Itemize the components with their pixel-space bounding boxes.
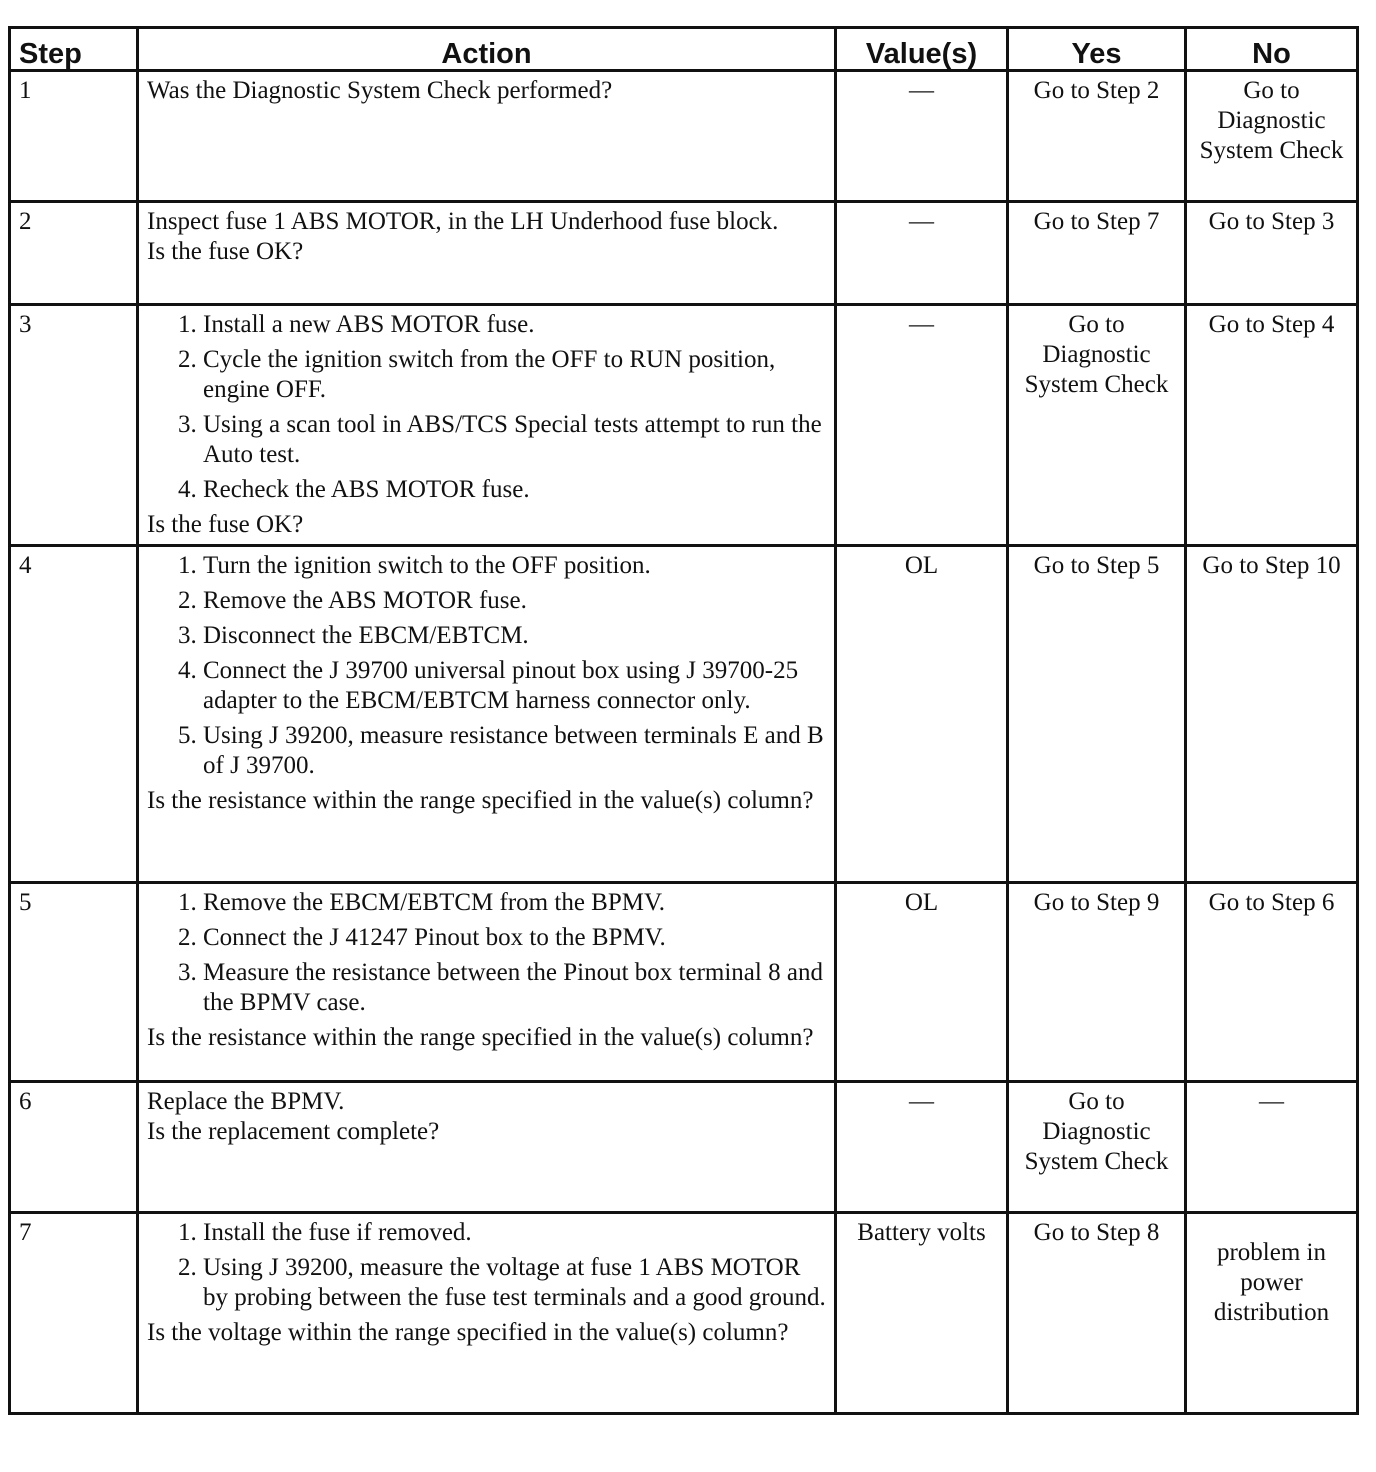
action-text: Was the Diagnostic System Check performed? xyxy=(147,77,613,104)
action-question: Is the fuse OK? xyxy=(147,511,304,538)
list-item: 2. Remove the ABS MOTOR fuse. xyxy=(203,586,826,616)
header-action: Action xyxy=(138,28,836,71)
step-number: 5 xyxy=(10,883,138,1082)
step-number: 2 xyxy=(10,202,138,305)
list-item: 1. Remove the EBCM/EBTCM from the BPMV. xyxy=(203,888,826,918)
action-cell xyxy=(138,546,836,883)
no-cell xyxy=(1186,1213,1358,1414)
yes-cell: Go to Diagnostic System Check xyxy=(1008,305,1186,546)
no-cell: Go to Step 6 xyxy=(1186,883,1358,1082)
header-no: No xyxy=(1186,28,1358,71)
table-row xyxy=(10,305,1358,546)
list-item: 4. Recheck the ABS MOTOR fuse. xyxy=(203,475,826,505)
value-cell: — xyxy=(836,71,1008,202)
table-row xyxy=(10,1213,1358,1414)
action-question: Is the resistance within the range specified in the value(s) column? xyxy=(147,1024,814,1051)
yes-cell: Go to Step 8 xyxy=(1008,1213,1186,1414)
list-item: 3. Disconnect the EBCM/EBTCM. xyxy=(203,621,826,651)
list-item: 4. Connect the J 39700 universal pinout box using J 39700-25 adapter to the EBCM/EBTCM harness connector only. xyxy=(203,656,826,716)
table-row xyxy=(10,546,1358,883)
step-number: 1 xyxy=(10,71,138,202)
list-item: 5. Using J 39200, measure resistance between terminals E and B of J 39700. xyxy=(203,721,826,781)
value-cell: OL xyxy=(836,883,1008,1082)
action-cell xyxy=(138,71,836,202)
table-row xyxy=(10,71,1358,202)
header-yes: Yes xyxy=(1008,28,1186,71)
action-question: Is the fuse OK? xyxy=(147,238,304,265)
no-cell: — xyxy=(1186,1082,1358,1213)
action-cell xyxy=(138,1082,836,1213)
no-cell: Go to Step 4 xyxy=(1186,305,1358,546)
no-cell: Go to Step 3 xyxy=(1186,202,1358,305)
value-cell: — xyxy=(836,305,1008,546)
list-item: 2. Connect the J 41247 Pinout box to the BPMV. xyxy=(203,923,826,953)
list-item: 2. Using J 39200, measure the voltage at fuse 1 ABS MOTOR by probing between the fuse test terminals and a good ground. xyxy=(203,1253,826,1313)
list-item: 1. Install the fuse if removed. xyxy=(203,1218,826,1248)
no-cell: Go to Diagnostic System Check xyxy=(1186,71,1358,202)
table-row xyxy=(10,202,1358,305)
action-cell xyxy=(138,883,836,1082)
action-cell xyxy=(138,305,836,546)
action-cell xyxy=(138,1213,836,1414)
action-question: Is the resistance within the range specified in the value(s) column? xyxy=(147,787,814,814)
step-number: 3 xyxy=(10,305,138,546)
value-cell: OL xyxy=(836,546,1008,883)
yes-cell: Go to Step 9 xyxy=(1008,883,1186,1082)
yes-cell: Go to Step 7 xyxy=(1008,202,1186,305)
action-text: Replace the BPMV. xyxy=(147,1088,345,1115)
list-item: 2. Cycle the ignition switch from the OFF to RUN position, engine OFF. xyxy=(203,345,826,405)
step-number: 6 xyxy=(10,1082,138,1213)
table-header-row xyxy=(10,28,1358,71)
action-question: Is the replacement complete? xyxy=(147,1118,440,1145)
yes-cell: Go to Step 5 xyxy=(1008,546,1186,883)
value-cell: Battery volts xyxy=(836,1213,1008,1414)
value-cell: — xyxy=(836,202,1008,305)
step-number: 4 xyxy=(10,546,138,883)
list-item: 3. Measure the resistance between the Pinout box terminal 8 and the BPMV case. xyxy=(203,958,826,1018)
header-step: Step xyxy=(10,28,138,71)
action-cell xyxy=(138,202,836,305)
action-question: Is the voltage within the range specified in the value(s) column? xyxy=(147,1319,789,1346)
yes-cell: Go to Diagnostic System Check xyxy=(1008,1082,1186,1213)
action-steps-list xyxy=(147,310,826,505)
action-text: Inspect fuse 1 ABS MOTOR, in the LH Underhood fuse block. xyxy=(147,208,779,235)
list-item: 3. Using a scan tool in ABS/TCS Special tests attempt to run the Auto test. xyxy=(203,410,826,470)
diagnostic-table xyxy=(8,26,1359,1415)
step-number: 7 xyxy=(10,1213,138,1414)
no-text: problem in power distribution xyxy=(1213,1239,1330,1326)
list-item: 1. Install a new ABS MOTOR fuse. xyxy=(203,310,826,340)
header-values: Value(s) xyxy=(836,28,1008,71)
table-row xyxy=(10,883,1358,1082)
action-steps-list xyxy=(147,551,826,781)
list-item: 1. Turn the ignition switch to the OFF position. xyxy=(203,551,826,581)
no-cell: Go to Step 10 xyxy=(1186,546,1358,883)
action-steps-list xyxy=(147,888,826,1018)
yes-cell: Go to Step 2 xyxy=(1008,71,1186,202)
action-steps-list xyxy=(147,1218,826,1313)
table-row xyxy=(10,1082,1358,1213)
spacer xyxy=(1195,1218,1348,1238)
value-cell: — xyxy=(836,1082,1008,1213)
